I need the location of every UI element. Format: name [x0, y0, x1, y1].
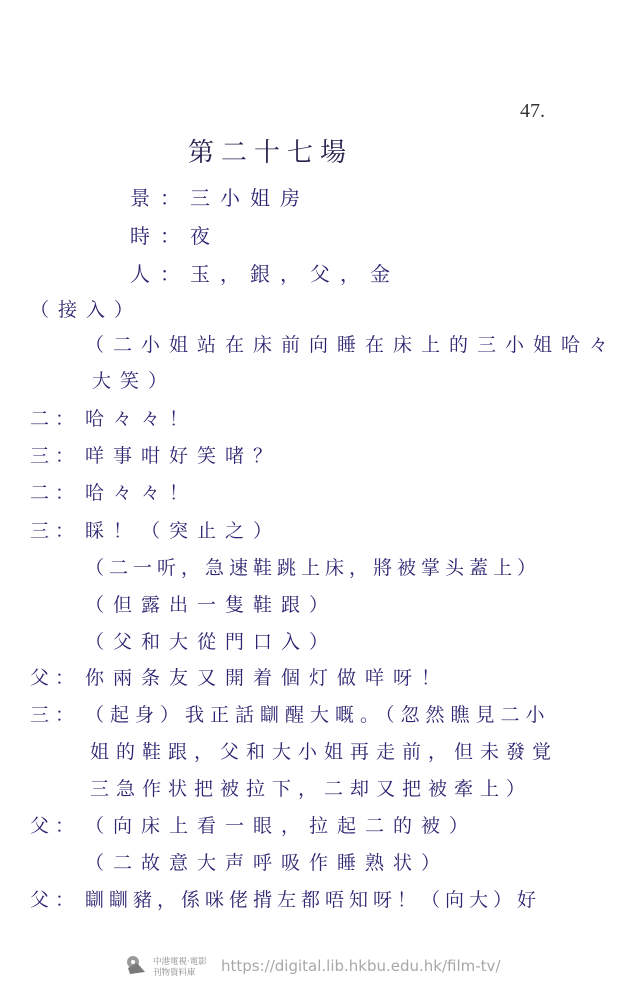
script-line: 咩事咁好笑啫？: [85, 445, 282, 467]
script-line: 三急作状把被拉下，二却又把被牽上）: [90, 778, 533, 800]
script-line: （接入）: [30, 299, 143, 321]
script-line: 哈々々！: [85, 482, 198, 504]
scene-time: 時：夜: [130, 224, 220, 248]
script-line: （二小姐站在床前向睡在床上的三小姐哈々: [85, 334, 618, 356]
library-watermark: [125, 950, 525, 984]
speaker-label: 三：: [30, 520, 81, 542]
logo-text-line1: 中港電視·電影: [153, 957, 207, 967]
speaker-label: 三：: [30, 704, 81, 726]
library-url[interactable]: https://digital.lib.hkbu.edu.hk/film-tv/: [221, 957, 501, 975]
script-line: 哈々々！: [85, 408, 198, 430]
script-line: 姐的鞋跟，父和大小姐再走前，但未發覚: [90, 741, 559, 763]
script-line: 睬！（突止之）: [85, 520, 282, 542]
speaker-label: 二：: [30, 408, 81, 430]
script-line: 大笑）: [92, 370, 177, 392]
logo-text-line2: 刊物資料庫: [153, 968, 196, 978]
script-line: （二一听，急速鞋跳上床，將被掌头蓋上）: [85, 557, 542, 579]
script-line: 瞓瞓豬，係咪佬揹左都唔知呀！（向大）好: [85, 889, 542, 911]
scene-title: 第二十七場: [188, 138, 354, 168]
script-line: （向床上看一眼，拉起二的被）: [85, 815, 478, 837]
script-line: （父和大從門口入）: [85, 631, 338, 653]
film-library-logo-icon: [125, 954, 147, 976]
speaker-label: 父：: [30, 815, 81, 837]
scene-setting: 景：三小姐房: [130, 186, 310, 210]
speaker-label: 父：: [30, 889, 81, 911]
script-line: （二故意大声呼吸作睡熟状）: [85, 852, 450, 874]
script-line: （但露出一隻鞋跟）: [85, 594, 338, 616]
script-line: （起身）我正話瞓醒大嘅。（忽然瞧見二小: [85, 704, 551, 726]
script-line: 你兩条友又開着個灯做咩呀！: [85, 667, 450, 689]
page-number: 47.: [520, 100, 545, 122]
speaker-label: 三：: [30, 445, 81, 467]
speaker-label: 父：: [30, 667, 81, 689]
scene-people: 人：玉，銀，父，金: [130, 262, 400, 286]
speaker-label: 二：: [30, 482, 81, 504]
